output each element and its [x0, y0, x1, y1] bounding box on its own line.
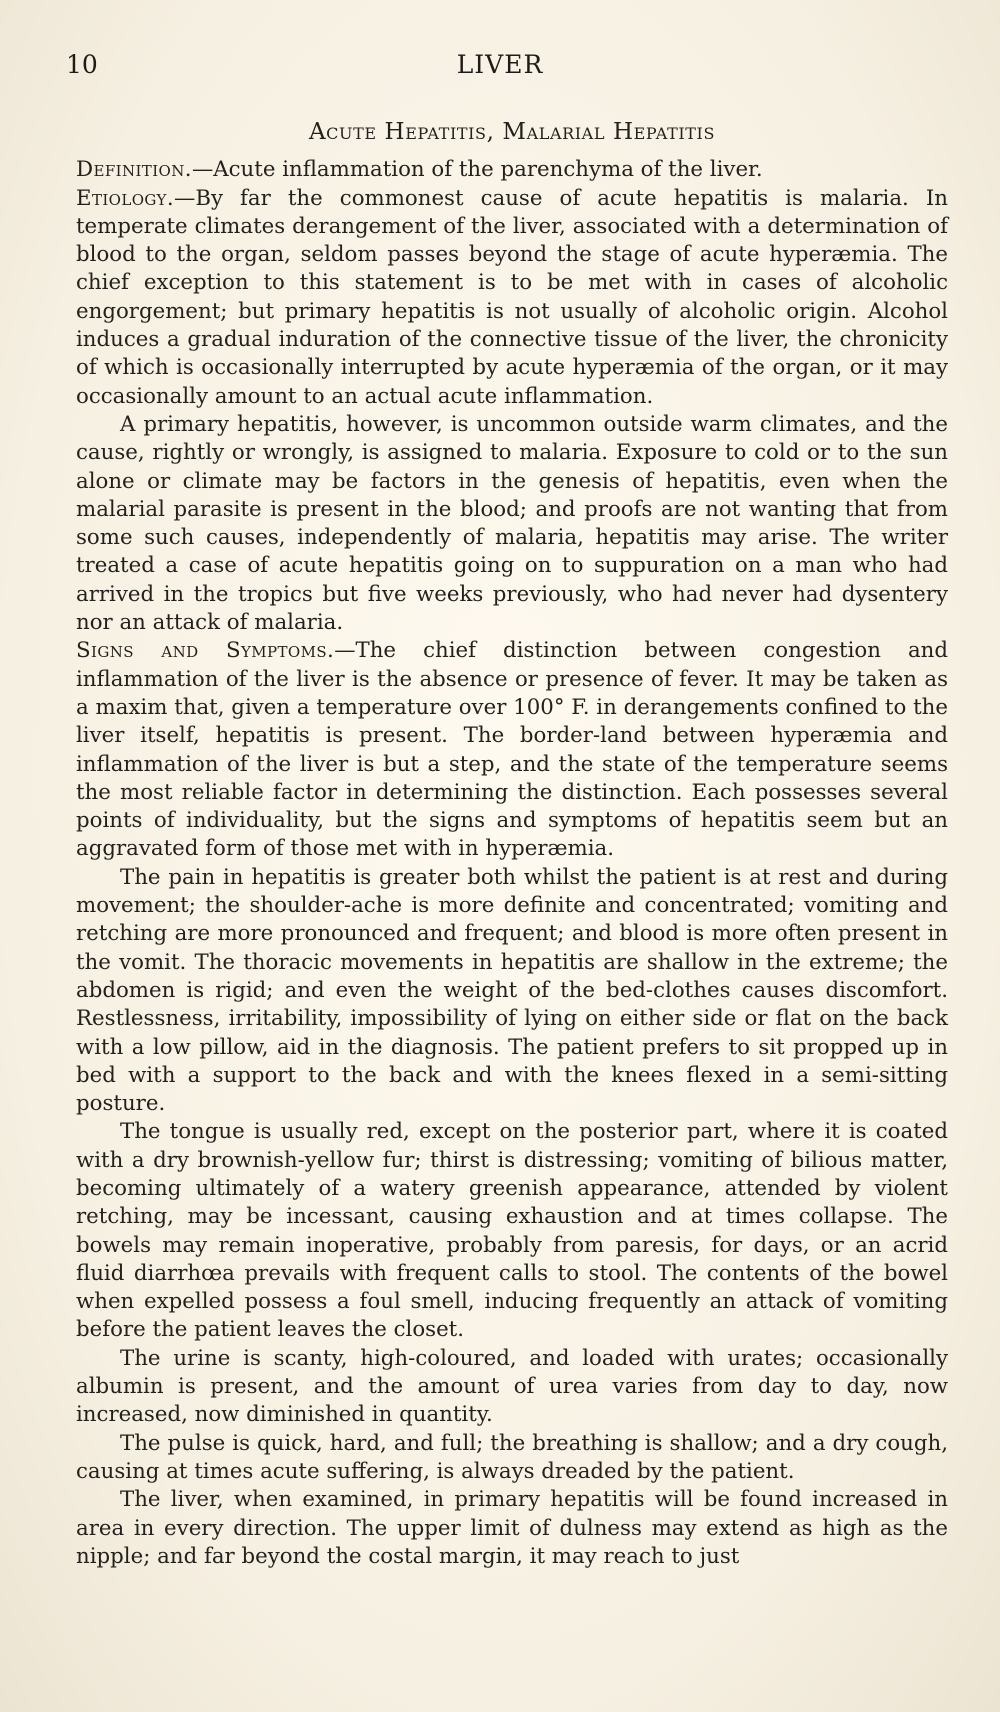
section-title: Acute Hepatitis, Malarial Hepatitis	[308, 119, 716, 145]
tongue-paragraph: The tongue is usually red, except on the posterior part, where it is coated with a dry brownish-yellow fur; thirst is distressing; vomiting of bilious matter, becoming ultimately of a watery greenish appearance, attended by violent retching, may be incessant, causing exhaustion and at times collapse. The bowels may remain inoperative, probably from paresis, for days, or an acrid fluid diarrhœa prevails with frequent calls to stool. The contents of the bowel when expelled possess a foul smell, inducing frequently an attack of vomiting before the patient leaves the closet.	[76, 1119, 948, 1343]
etiology-paragraph	[76, 185, 948, 411]
urine-paragraph: The urine is scanty, high-coloured, and loaded with urates; occasionally albumin is present, and the amount of urea varies from day to day, now increased, now diminished in quantity.	[76, 1345, 948, 1428]
definition-label: Definition.	[76, 157, 192, 183]
signs-label: Signs and Symptoms.	[76, 638, 335, 664]
running-title: LIVER	[456, 50, 544, 79]
primary-hepatitis-paragraph: A primary hepatitis, however, is uncommon outside warm climates, and the cause, rightly or wrongly, is assigned to malaria. Exposure to cold or to the sun alone or climate may be factors in the genesis of hepatitis, even when the malarial parasite is present in the blood; and proofs are not wanting that from some such causes, independently of malaria, hepatitis may arise. The writer treated a case of acute hepatitis going on to suppuration on a man who had arrived in the tropics but five weeks previously, who had never had dysentery nor an attack of malaria.	[76, 411, 948, 636]
pulse-paragraph: The pulse is quick, hard, and full; the breathing is shallow; and a dry cough, causing at times acute suffering, is always dreaded by the patient.	[76, 1430, 948, 1484]
pain-paragraph: The pain in hepatitis is greater both whilst the patient is at rest and during movement; the shoulder-ache is more definite and concentrated; vomiting and retching are more pronounced and frequent; and blood is more often present in the vomit. The thoracic movements in hepatitis are shallow in the extreme; the abdomen is rigid; and even the weight of the bed-clothes causes discomfort. Restlessness, irritability, impossibility of lying on either side or flat on the back with a low pillow, aid in the diagnosis. The patient prefers to sit propped up in bed with a support to the back and with the knees flexed in a semi-sitting posture.	[76, 864, 948, 1117]
signs-text: —The chief distinction between congestion and inflammation of the liver is the absence or presence of fever. It may be taken as a maxim that, given a temperature over 100° F. in derangements confined to the liver itself, hepatitis is present. The border-land between hyperæmia and inflammation of the liver is but a step, and the state of the temperature seems the most reliable factor in determining the distinction. Each possesses several points of individuality, but the signs and symptoms of hepatitis seem but an aggravated form of those met with in hyperæmia.	[76, 638, 949, 862]
etiology-text: —By far the commonest cause of acute hepatitis is malaria. In temperate climates derangement of the liver, associated with a determination of blood to the organ, seldom passes beyond the stage of acute hyperæmia. The chief exception to this statement is to be met with in cases of alcoholic engorgement; but primary hepatitis is not usually of alcoholic origin. Alcohol induces a gradual induration of the connective tissue of the liver, the chronicity of which is occasionally interrupted by acute hyperæmia of the organ, or it may occasionally amount to an actual acute inflammation.	[76, 185, 948, 409]
running-head	[66, 50, 934, 90]
page-number: 10	[66, 50, 98, 79]
definition-paragraph	[76, 156, 948, 184]
liver-paragraph: The liver, when examined, in primary hepatitis will be found increased in area in every direction. The upper limit of dulness may extend as high as the nipple; and far beyond the costal margin, it may reach to just	[76, 1487, 948, 1569]
body-text	[76, 118, 948, 1571]
definition-text: —Acute inflammation of the parenchyma of the liver.	[191, 157, 763, 183]
signs-paragraph	[76, 637, 948, 863]
etiology-label: Etiology.	[76, 185, 175, 211]
